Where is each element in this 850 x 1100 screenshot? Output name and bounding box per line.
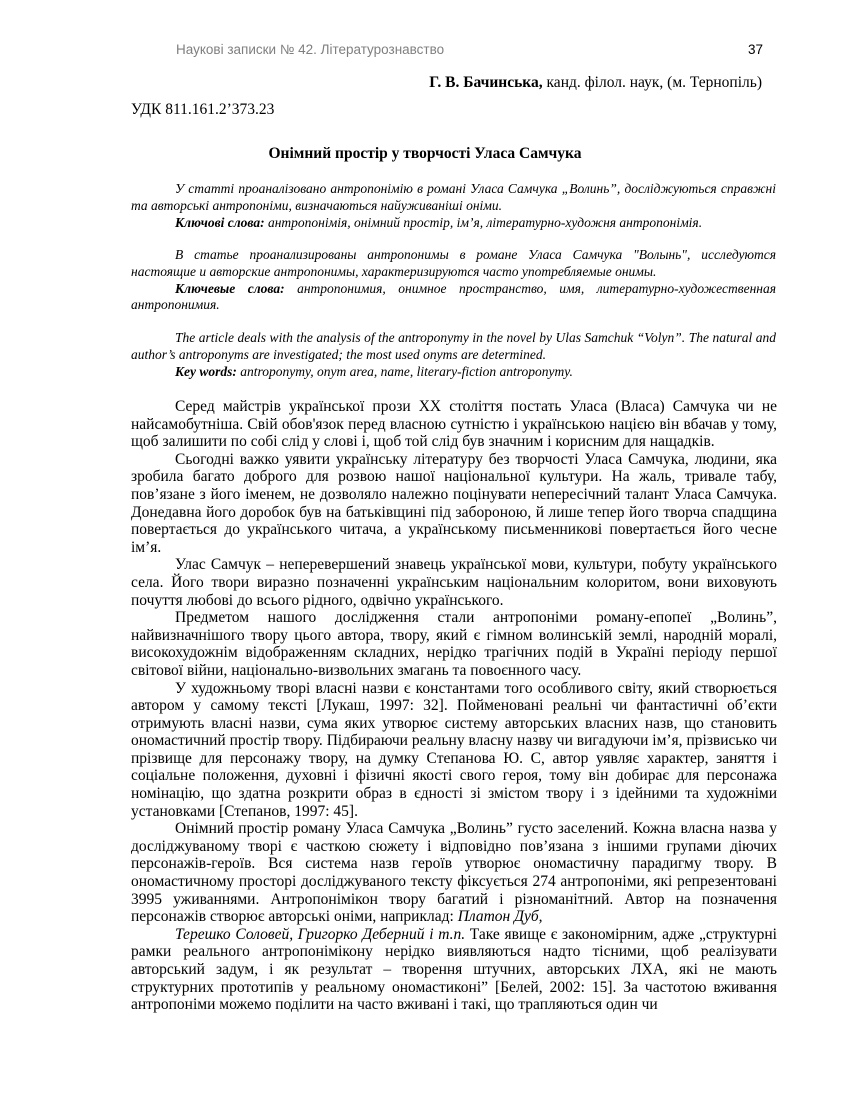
keywords-label: Ключові слова: [175, 214, 265, 230]
abstract-text: The article deals with the analysis of the antroponymy in the novel by Ulas Samchuk “Volyn”. The natural and author’s antroponyms are investigated; the most used onyms are determined. [131, 330, 776, 362]
udk-code: УДК 811.161.2’373.23 [131, 101, 275, 118]
article-title: Онімний простір у творчості Уласа Самчука [268, 145, 582, 162]
keywords-text: антропонімія, онімний простір, ім’я, літературно-художня антропонімія. [264, 214, 703, 230]
keywords [131, 215, 776, 232]
keywords-label: Ключевые слова: [175, 280, 285, 296]
paragraph-text: Онімний простір роману Уласа Самчука „Волинь” густо заселений. Кожна власна назва у досліджуваному творі є часткою сюжету і відповідно пов’язана з іншими групами діючих персонажів-героїв. Вся система назв героїв утворює ономастичну парадигму твору. В ономастичному просторі досліджуваного тексту фіксується 274 антропоніми, які репрезентовані 3995 уживаннями. Антропонімікон твору багатий і різноманітний. Автор на позначення персонажів створює авторські оніми, наприклад: [131, 820, 777, 926]
body-paragraph: Сьогодні важко уявити українську літературу без творчості Уласа Самчука, людини, яка зробила багато доброго для розвою нашої національної культури. На жаль, тривале табу, пов’язане з його іменем, не дозволяло належно поцінувати непересічний талант Уласа Самчука. Донедавна його доробок був на батьківщині під забороною, й лише тепер його творча спадщина повертається до українського читача, а українському письменникові повертається його чесне ім’я. [131, 450, 777, 556]
body-paragraph: Предметом нашого дослідження стали антропоніми роману-епопеї „Волинь”, найвизначнішого твору цього автора, твору, який є гімном волинській землі, народній моралі, високохудожнім відображенням складних, нерідко трагічних подій в Україні періоду першої світової війни, національно-визвольних змагань та повоєнного часу. [131, 609, 777, 679]
running-head: Наукові записки № 42. Літературознавство [176, 42, 445, 57]
keywords [131, 281, 776, 315]
example-names: Терешко Соловей, Григорко Деберний і т.п. [175, 925, 466, 943]
body-paragraph: У художньому творі власні назви є константами того особливого світу, який створюється автором у самому тексті [Лукаш, 1997: 32]. Пойменовані реальні чи фантастичні об’єкти отримують власні назви, сума яких утворює систему авторських власних назв, що становить ономастичний простір твору. Підбираючи реальну власну назву чи вигадуючи ім’я, прізвисько чи прізвище для персонажу твору, на думку Степанова Ю. С, автор уявляє характер, заняття і соціальне положення, духовні і фізичні якості свого героя, тому він добирає для персонажа номінацію, що здатна розкрити образ в єдності зі змістом твору і з ідейними та художніми установками [Степанов, 1997: 45]. [131, 679, 777, 820]
abstract-russian [131, 247, 776, 314]
body-paragraph: Серед майстрів української прози ХХ століття постать Уласа (Власа) Самчука чи не найсамобутніша. Свій обов'язок перед власною сутністю і українською нацією він вбачав у тому, щоб залишити по собі слід у слові і, щоб той слід був значним і корисним для нащадків. [131, 398, 777, 451]
abstract-ukrainian [131, 181, 776, 231]
keywords-label: Key words: [175, 363, 237, 379]
body-paragraph: Улас Самчук – неперевершений знавець української мови, культури, побуту українського села. Його твори виразно позначенні українським національним колоритом, вони виховують почуття любові до всього рідного, одвічно українського. [131, 556, 777, 609]
example-names: Платон Дуб, [457, 908, 543, 926]
page-number: 37 [747, 42, 763, 57]
author-line [429, 74, 762, 92]
article-body [131, 398, 777, 1014]
body-paragraph [131, 926, 777, 1014]
keywords-text: antroponymy, onym area, name, literary-fiction antroponymy. [236, 363, 573, 379]
keywords-text: антропонимия, онимное пространство, имя, литературно-художественная антропонимия. [131, 280, 776, 313]
abstract-english [131, 330, 776, 380]
author-name: Г. В. Бачинська, [429, 74, 543, 91]
abstract-text: В статье проанализированы антропонимы в романе Уласа Самчука "Волынь", исследуются настоящие и авторские антропонимы, характеризируются часто употребляемые онимы. [131, 247, 776, 279]
author-credentials: канд. філол. наук, (м. Тернопіль) [542, 74, 762, 91]
body-paragraph [131, 820, 777, 926]
paragraph-text: Таке явище є закономірним, адже „структурні рамки реального антропонімікону нерідко виявляються надто тісними, щоб реалізувати авторський задум, і як результат – творення штучних, авторських ЛХА, які не мають структурних прототипів у реальному ономастиконі” [Белей, 2002: 15]. За частотою вживання антропоніми можемо поділити на часто вживані і такі, що трапляються один чи [131, 925, 777, 1014]
keywords [131, 364, 776, 381]
abstract-text: У статті проаналізовано антропонімію в романі Уласа Самчука „Волинь”, досліджуються справжні та авторські антропоніми, визначаються найуживаніші оніми. [131, 181, 776, 213]
